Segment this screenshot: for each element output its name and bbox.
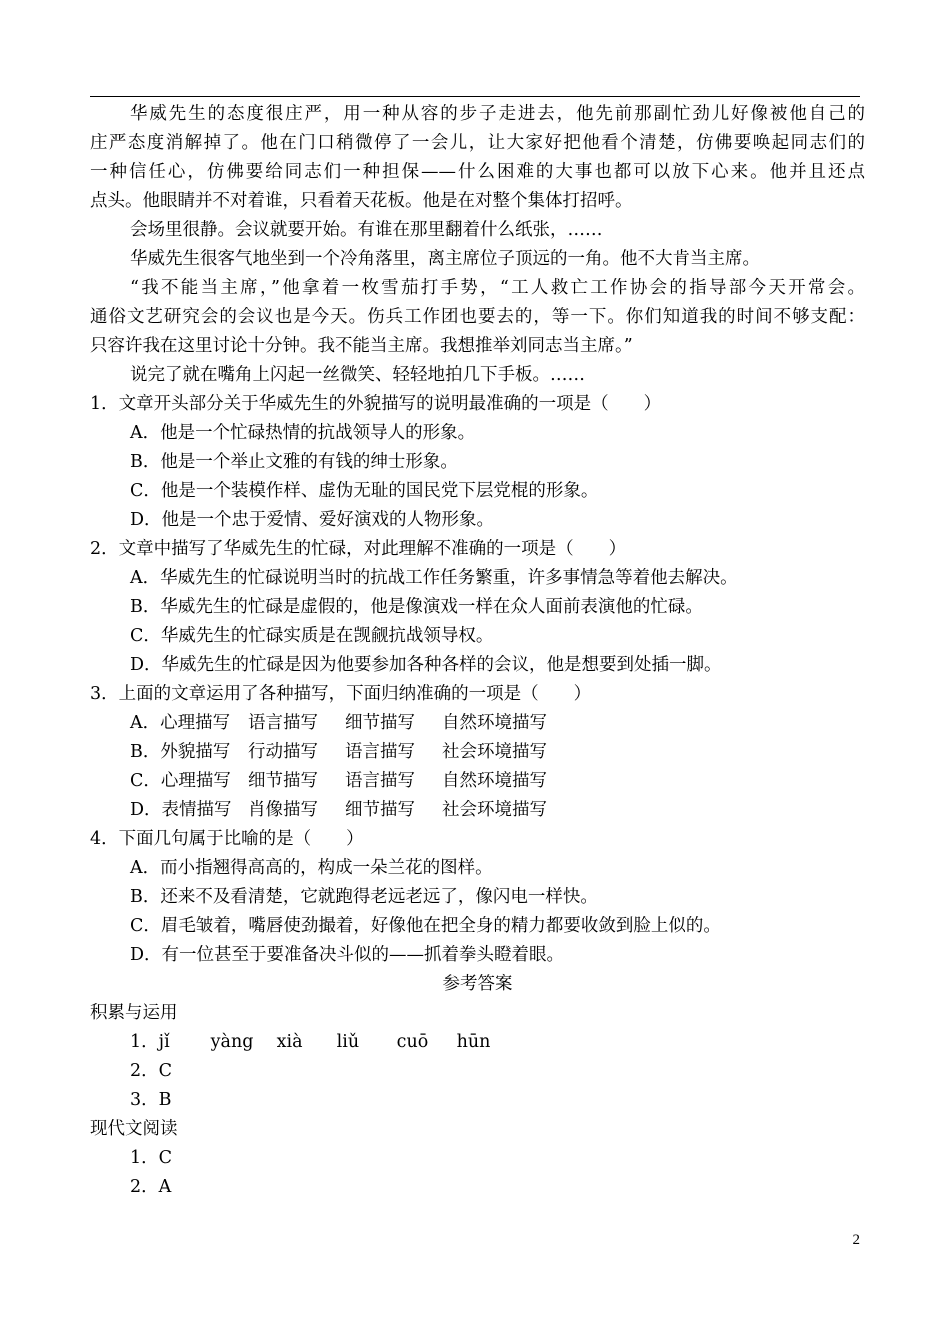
question-1-option-d: D．他是一个忠于爱情、爱好演戏的人物形象。 (130, 510, 495, 530)
passage-p4-line-1: “我不能当主席，”他拿着一枚雪茄打手势，“工人救亡工作协会的指导部今天开常会。 (130, 278, 865, 298)
option-b-item-1: B．外貌描写 (130, 742, 231, 762)
answers-section-1-q1 (90, 1028, 865, 1057)
option-c-item-3: 语言描写 (345, 771, 415, 791)
page-number: 2 (852, 1232, 860, 1248)
passage-p2: 会场里很静。会议就要开始。有谁在那里翻着什么纸张，…… (130, 220, 603, 240)
answers-section-2-q1: 1．C (130, 1148, 173, 1168)
passage-p1-line-4: 点头。他眼睛并不对着谁，只看着天花板。他是在对整个集体打招呼。 (90, 191, 633, 211)
passage-p3: 华威先生很客气地坐到一个冷角落里，离主席位子顶远的一角。他不大肯当主席。 (130, 249, 760, 269)
question-2-stem: 2．文章中描写了华威先生的忙碌，对此理解不准确的一项是（ ） (90, 539, 627, 559)
passage-p1-line-3: 一种信任心，仿佛要给同志们一种担保——什么困难的大事也都可以放下心来。他并且还点 (90, 162, 865, 182)
option-b-item-4: 社会环境描写 (442, 742, 547, 762)
option-a-item-1: A．心理描写 (130, 713, 231, 733)
question-2-option-a: A．华威先生的忙碌说明当时的抗战工作任务繁重，许多事情急等着他去解决。 (130, 568, 738, 588)
answers-section-2-q2: 2．A (130, 1177, 172, 1197)
option-d-item-1: D．表情描写 (130, 800, 232, 820)
question-1-stem: 1．文章开头部分关于华威先生的外貌描写的说明最准确的一项是（ ） (90, 394, 662, 414)
option-b-item-2: 行动描写 (248, 742, 318, 762)
option-d-item-4: 社会环境描写 (442, 800, 547, 820)
pinyin-1: jǐ (158, 1032, 170, 1052)
answers-section-1-heading: 积累与运用 (90, 1003, 178, 1023)
question-3-option-d (90, 796, 865, 825)
question-4-stem: 4．下面几句属于比喻的是（ ） (90, 829, 364, 849)
pinyin-3: xià (276, 1032, 303, 1052)
question-4-option-c: C．眉毛皱着，嘴唇使劲撮着，好像他在把全身的精力都要收敛到脸上似的。 (130, 916, 721, 936)
pinyin-4: liǔ (336, 1032, 360, 1052)
question-4-option-b: B．还来不及看清楚，它就跑得老远老远了，像闪电一样快。 (130, 887, 598, 907)
answers-section-1-q3: 3．B (130, 1090, 172, 1110)
document-body (90, 100, 865, 1202)
answers-section-2-heading: 现代文阅读 (90, 1119, 178, 1139)
passage-p4-line-2: 通俗文艺研究会的会议也是今天。伤兵工作团也要去的，等一下。你们知道我的时间不够支配： (90, 307, 865, 327)
question-3-option-b (90, 738, 865, 767)
pinyin-5: cuō (396, 1032, 429, 1052)
question-2-option-b: B．华威先生的忙碌是虚假的，他是像演戏一样在众人面前表演他的忙碌。 (130, 597, 703, 617)
question-4-option-d: D．有一位甚至于要准备决斗似的——抓着拳头瞪着眼。 (130, 945, 565, 965)
answers-title: 参考答案 (442, 974, 513, 994)
question-3-option-a (90, 709, 865, 738)
option-c-item-1: C．心理描写 (130, 771, 231, 791)
option-c-item-4: 自然环境描写 (442, 771, 547, 791)
passage-p1-line-2: 庄严态度消解掉了。他在门口稍微停了一会儿，让大家好把他看个清楚，仿佛要唤起同志们的 (90, 133, 865, 153)
passage-p5: 说完了就在嘴角上闪起一丝微笑、轻轻地拍几下手板。…… (130, 365, 585, 385)
question-3-stem: 3．上面的文章运用了各种描写，下面归纳准确的一项是（ ） (90, 684, 592, 704)
pinyin-2: yàng (210, 1032, 254, 1052)
option-b-item-3: 语言描写 (345, 742, 415, 762)
option-a-item-2: 语言描写 (248, 713, 318, 733)
option-c-item-2: 细节描写 (248, 771, 318, 791)
question-3-option-c (90, 767, 865, 796)
question-4-option-a: A．而小指翘得高高的，构成一朵兰花的图样。 (130, 858, 493, 878)
option-a-item-4: 自然环境描写 (442, 713, 547, 733)
option-d-item-3: 细节描写 (345, 800, 415, 820)
question-1-option-a: A．他是一个忙碌热情的抗战领导人的形象。 (130, 423, 476, 443)
passage-p4-line-3: 只容许我在这里讨论十分钟。我不能当主席。我想推举刘同志当主席。” (90, 336, 633, 356)
question-2-option-c: C．华威先生的忙碌实质是在觊觎抗战领导权。 (130, 626, 494, 646)
pinyin-6: hūn (456, 1032, 491, 1052)
option-a-item-3: 细节描写 (345, 713, 415, 733)
option-d-item-2: 肖像描写 (248, 800, 318, 820)
question-1-option-b: B．他是一个举止文雅的有钱的绅士形象。 (130, 452, 458, 472)
answers-section-1-q2: 2．C (130, 1061, 173, 1081)
answer-q1-label: 1． (130, 1032, 159, 1052)
question-2-option-d: D．华威先生的忙碌是因为他要参加各种各样的会议，他是想要到处插一脚。 (130, 655, 722, 675)
passage-p1-line-1: 华威先生的态度很庄严，用一种从容的步子走进去，他先前那副忙劲儿好像被他自己的 (130, 104, 865, 124)
header-rule (90, 96, 860, 97)
question-1-option-c: C．他是一个装模作样、虚伪无耻的国民党下层党棍的形象。 (130, 481, 599, 501)
